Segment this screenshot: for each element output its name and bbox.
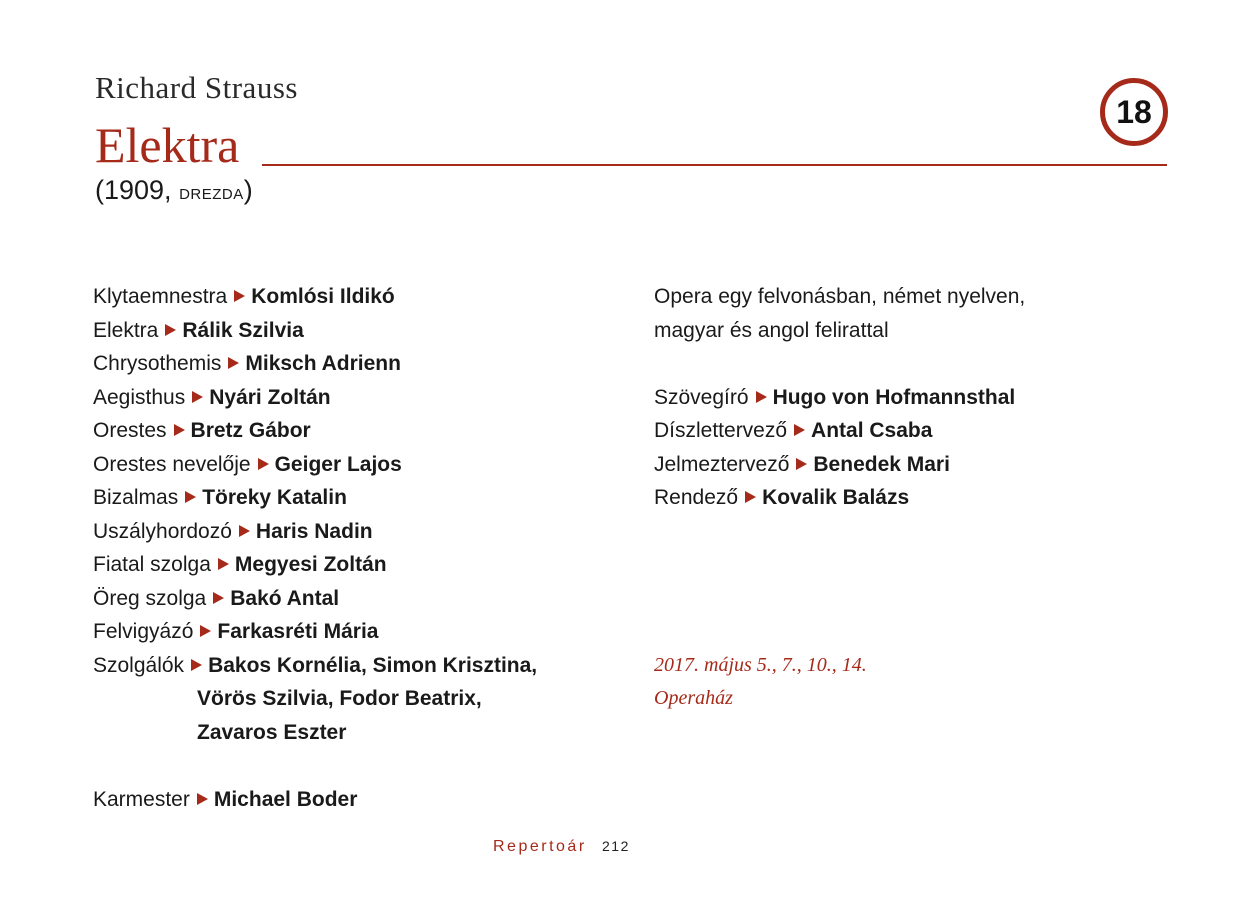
- composer-name: Richard Strauss: [95, 70, 298, 105]
- cast-name: Nyári Zoltán: [209, 385, 331, 409]
- spacer: [654, 548, 1154, 582]
- cast-row: [93, 347, 613, 381]
- creator-row: [654, 481, 1154, 515]
- arrow-icon: [185, 491, 196, 503]
- creator-role: Jelmeztervező: [654, 452, 790, 476]
- arrow-icon: [197, 793, 208, 805]
- cast-role: Klytaemnestra: [93, 285, 228, 308]
- creator-row: [654, 448, 1154, 482]
- premiere-year: (1909,: [95, 175, 180, 205]
- cast-name: Farkasréti Mária: [217, 620, 379, 643]
- premiere-close: ): [243, 175, 253, 205]
- arrow-icon: [191, 659, 202, 671]
- arrow-icon: [234, 290, 245, 302]
- opera-title: Elektra: [95, 117, 240, 173]
- creator-row: [654, 381, 1154, 415]
- premiere-info: [95, 175, 253, 206]
- cast-row: [93, 280, 613, 314]
- title-rule: [262, 164, 1167, 166]
- creator-row: [654, 414, 1154, 448]
- cast-name: Bretz Gábor: [190, 419, 311, 442]
- arrow-icon: [213, 592, 224, 604]
- spacer: [654, 515, 1154, 549]
- arrow-icon: [228, 357, 239, 369]
- arrow-icon: [200, 625, 211, 637]
- cast-row: [93, 582, 613, 616]
- arrow-icon: [794, 424, 805, 436]
- cast-column: [93, 280, 613, 816]
- production-number: 18: [1116, 93, 1152, 130]
- creator-name: Hugo von Hofmannsthal: [772, 385, 1016, 409]
- arrow-icon: [756, 391, 767, 403]
- cast-name: Rálik Szilvia: [182, 318, 304, 342]
- arrow-icon: [796, 458, 807, 470]
- cast-row: [93, 314, 613, 348]
- info-column: [654, 280, 1154, 716]
- cast-row: [93, 515, 613, 549]
- cast-row: [93, 548, 613, 582]
- arrow-icon: [165, 324, 176, 336]
- spacer: [654, 582, 1154, 616]
- cast-role: Elektra: [93, 318, 159, 342]
- cast-name: Töreky Katalin: [202, 486, 347, 509]
- arrow-icon: [174, 424, 185, 436]
- creator-name: Antal Csaba: [811, 419, 933, 442]
- conductor-role: Karmester: [93, 787, 190, 811]
- cast-role: Orestes nevelője: [93, 452, 251, 476]
- cast-name: Bakó Antal: [230, 586, 340, 610]
- spacer: [93, 749, 613, 783]
- cast-role: Szolgálók: [93, 653, 185, 677]
- creator-role: Díszlettervező: [654, 419, 788, 442]
- creator-role: Rendező: [654, 486, 739, 509]
- conductor-name: Michael Boder: [213, 787, 358, 811]
- performance-dates: 2017. május 5., 7., 10., 14.: [654, 653, 867, 676]
- page-number: 212: [602, 838, 630, 854]
- performance-venue: Operaház: [654, 687, 733, 709]
- cast-name: Megyesi Zoltán: [234, 553, 387, 576]
- cast-continuation: Zavaros Eszter: [197, 720, 347, 744]
- arrow-icon: [745, 491, 756, 503]
- cast-name: Miksch Adrienn: [245, 352, 401, 375]
- cast-name: Bakos Kornélia, Simon Krisztina,: [208, 653, 538, 677]
- conductor-row: [93, 783, 613, 817]
- premiere-place: DREZDA: [179, 186, 244, 203]
- footer-section: Repertoár: [493, 838, 587, 855]
- cast-role: Bizalmas: [93, 486, 179, 509]
- arrow-icon: [192, 391, 203, 403]
- arrow-icon: [258, 458, 269, 470]
- cast-name: Haris Nadin: [255, 519, 373, 543]
- description-line: Opera egy felvonásban, német nyelven,: [654, 285, 1026, 308]
- cast-role: Felvigyázó: [93, 620, 194, 643]
- cast-role: Aegisthus: [93, 385, 186, 409]
- cast-row: [93, 448, 613, 482]
- spacer: [654, 615, 1154, 649]
- cast-row: [93, 414, 613, 448]
- cast-continuation: Vörös Szilvia, Fodor Beatrix,: [197, 687, 482, 710]
- creator-role: Szövegíró: [654, 385, 749, 409]
- cast-role: Chrysothemis: [93, 352, 222, 375]
- cast-row: [93, 649, 613, 683]
- production-number-badge: [1100, 78, 1168, 146]
- cast-role: Fiatal szolga: [93, 553, 211, 576]
- cast-name: Geiger Lajos: [274, 452, 402, 476]
- cast-name: Komlósi Ildikó: [251, 285, 395, 308]
- cast-role: Uszályhordozó: [93, 519, 232, 543]
- cast-row: [93, 381, 613, 415]
- creator-name: Benedek Mari: [813, 452, 950, 476]
- description-line: magyar és angol felirattal: [654, 318, 889, 342]
- cast-row: [93, 481, 613, 515]
- spacer: [654, 347, 1154, 381]
- arrow-icon: [218, 558, 229, 570]
- arrow-icon: [239, 525, 250, 537]
- cast-role: Öreg szolga: [93, 586, 207, 610]
- cast-row: [93, 615, 613, 649]
- creator-name: Kovalik Balázs: [762, 486, 910, 509]
- cast-role: Orestes: [93, 419, 167, 442]
